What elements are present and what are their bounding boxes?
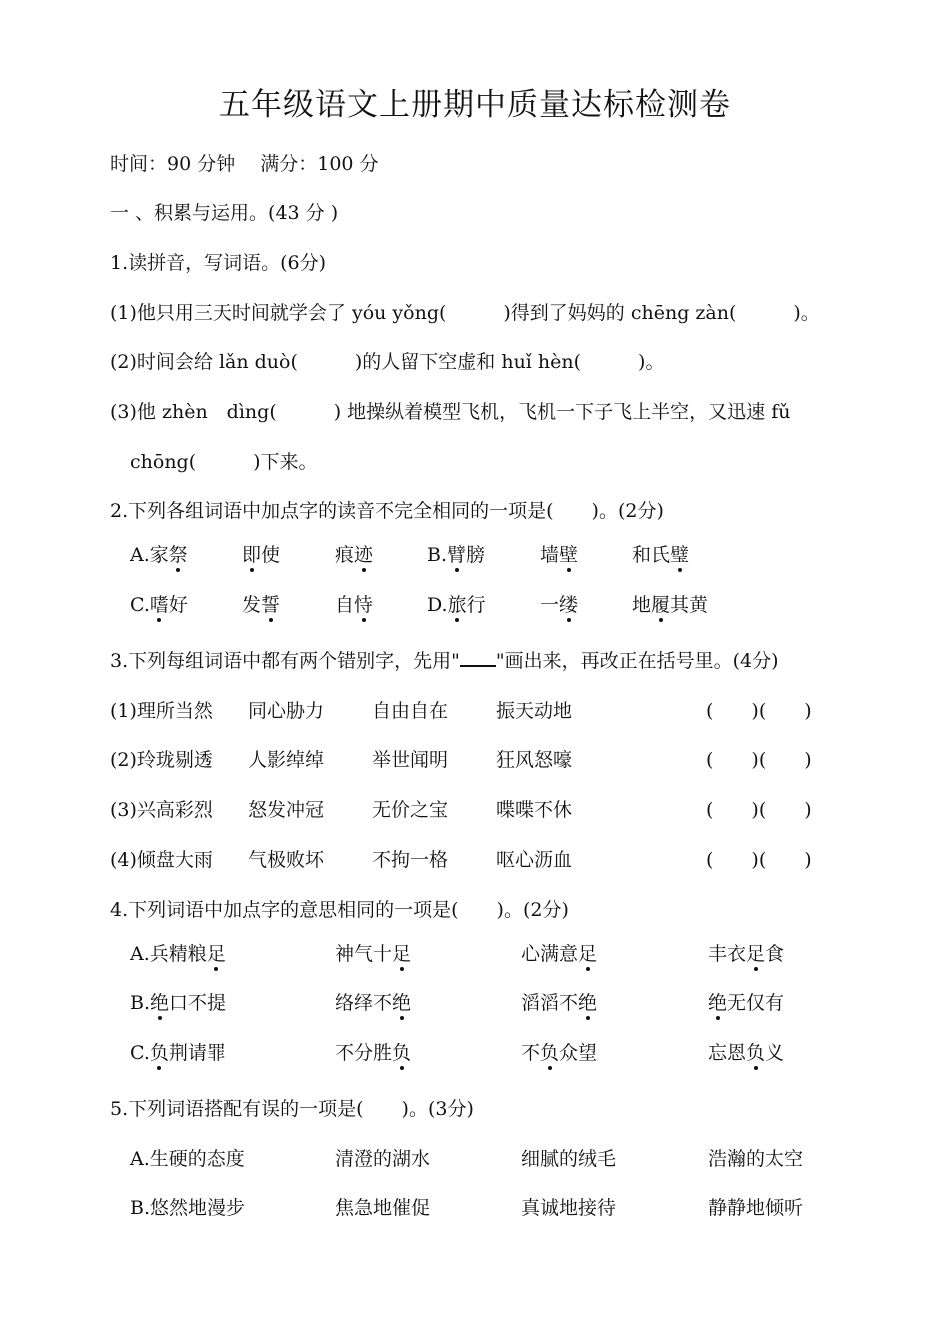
dotted-char: 负 [746,1042,766,1064]
q3-word: 怒发冲冠 [248,799,325,821]
q5-option: 浩瀚的太空 [708,1148,804,1170]
q4-option: 忘恩负义 [708,1042,785,1064]
q4-option: 绝无仅有 [708,992,785,1014]
dotted-char: 负 [392,1042,412,1064]
dotted-char: 足 [578,943,598,965]
section-heading: 一 、积累与运用。(43 分 ) [110,202,339,224]
dotted-char: 负 [540,1042,560,1064]
q2-heading: 2.下列各组词语中加点字的读音不完全相同的一项是( )。(2分) [110,500,664,522]
q4-option: 络绎不绝 [335,992,412,1014]
q2-option: 自恃 [335,594,374,616]
q5-option: A.生硬的态度 [130,1148,245,1170]
q3-word: 振天动地 [496,700,573,722]
q2-option: A.家祭 [130,544,188,566]
dotted-char: 绝 [578,992,598,1014]
q2-option: 一缕 [540,594,579,616]
dotted-char: 履 [651,594,671,616]
dotted-char: 缕 [559,594,579,616]
underline-sample [460,651,496,667]
q2-option: C.嗜好 [130,594,188,616]
dotted-char: 绝 [150,992,170,1014]
dotted-char: 绝 [708,992,728,1014]
dotted-char: 负 [149,1042,169,1064]
q2-option: 痕迹 [335,544,374,566]
q4-heading: 4.下列词语中加点字的意思相同的一项是( )。(2分) [110,899,569,921]
exam-meta: 时间：90 分钟 满分：100 分 [110,153,379,175]
dotted-char: 壁 [559,544,579,566]
q4-option: 滔滔不绝 [521,992,598,1014]
q4-option: C.负荆请罪 [130,1042,226,1064]
q2-option: 即使 [242,544,281,566]
answer-parens: ( )( ) [706,700,812,722]
dotted-char: 即 [242,544,262,566]
q1-line-3: (3)他 zhèn dìng( ) 地操纵着模型飞机，飞机一下子飞上半空，又迅速 fǔ [110,401,791,423]
dotted-char: 绝 [392,992,412,1014]
q3-word: (3)兴高彩烈 [110,799,213,821]
q2-option: 墙壁 [540,544,579,566]
q3-heading-part-a: 3.下列每组词语中都有两个错别字，先用" [110,650,460,672]
q3-word: 同心胁力 [248,700,325,722]
dotted-char: 臂 [447,544,467,566]
q4-option: 不负众望 [521,1042,598,1064]
q3-word: 喋喋不休 [496,799,573,821]
dotted-char: 足 [392,943,412,965]
q3-word: (1)理所当然 [110,700,213,722]
dotted-char: 誓 [261,594,281,616]
q3-heading-part-b: "画出来，再改正在括号里。(4分) [495,650,779,672]
page-title: 五年级语文上册期中质量达标检测卷 [219,87,731,123]
q1-line-4: chōng( )下来。 [130,451,318,473]
q4-option: 心满意足 [521,943,598,965]
q4-option: A.兵精粮足 [130,943,226,965]
answer-parens: ( )( ) [706,799,812,821]
q3-word: 狂风怒嚎 [496,749,573,771]
q4-option: 丰衣足食 [708,943,785,965]
q3-word: (2)玲珑剔透 [110,749,213,771]
q2-option: D.旅行 [427,594,486,616]
dotted-char: 恃 [354,594,374,616]
q5-option: 焦急地催促 [335,1197,431,1219]
q1-heading: 1.读拼音，写词语。(6分) [110,252,327,274]
dotted-char: 旅 [447,594,467,616]
q5-option: 真诚地接待 [521,1197,617,1219]
dotted-char: 嗜 [149,594,169,616]
answer-parens: ( )( ) [706,749,812,771]
q3-word: 自由自在 [372,700,449,722]
q3-word: (4)倾盘大雨 [110,849,213,871]
q2-option: 地履其黄 [632,594,709,616]
q4-option: 神气十足 [335,943,412,965]
q5-option: 静静地倾听 [708,1197,804,1219]
q5-option: 细腻的绒毛 [521,1148,617,1170]
q5-heading: 5.下列词语搭配有误的一项是( )。(3分) [110,1098,474,1120]
q1-line-1: (1)他只用三天时间就学会了 yóu yǒng( )得到了妈妈的 chēng zàn( )。 [110,302,820,324]
q4-option: 不分胜负 [335,1042,412,1064]
q3-word: 呕心沥血 [496,849,573,871]
dotted-char: 迹 [354,544,374,566]
q3-word: 不拘一格 [372,849,449,871]
q2-option: 发誓 [242,594,281,616]
q3-word: 人影绰绰 [248,749,325,771]
q4-option: B.绝口不提 [130,992,227,1014]
q3-word: 气极败坏 [248,849,325,871]
answer-parens: ( )( ) [706,849,812,871]
q3-word: 举世闻明 [372,749,449,771]
q5-option: B.悠然地漫步 [130,1197,246,1219]
q5-option: 清澄的湖水 [335,1148,431,1170]
q3-word: 无价之宝 [372,799,449,821]
dotted-char: 祭 [168,544,188,566]
q3-heading [110,649,779,673]
q1-line-2: (2)时间会给 lǎn duò( )的人留下空虚和 huǐ hèn( )。 [110,351,665,373]
q2-option: B.臂膀 [427,544,486,566]
q2-option: 和氏璧 [632,544,690,566]
dotted-char: 足 [206,943,226,965]
dotted-char: 足 [746,943,766,965]
dotted-char: 璧 [670,544,690,566]
